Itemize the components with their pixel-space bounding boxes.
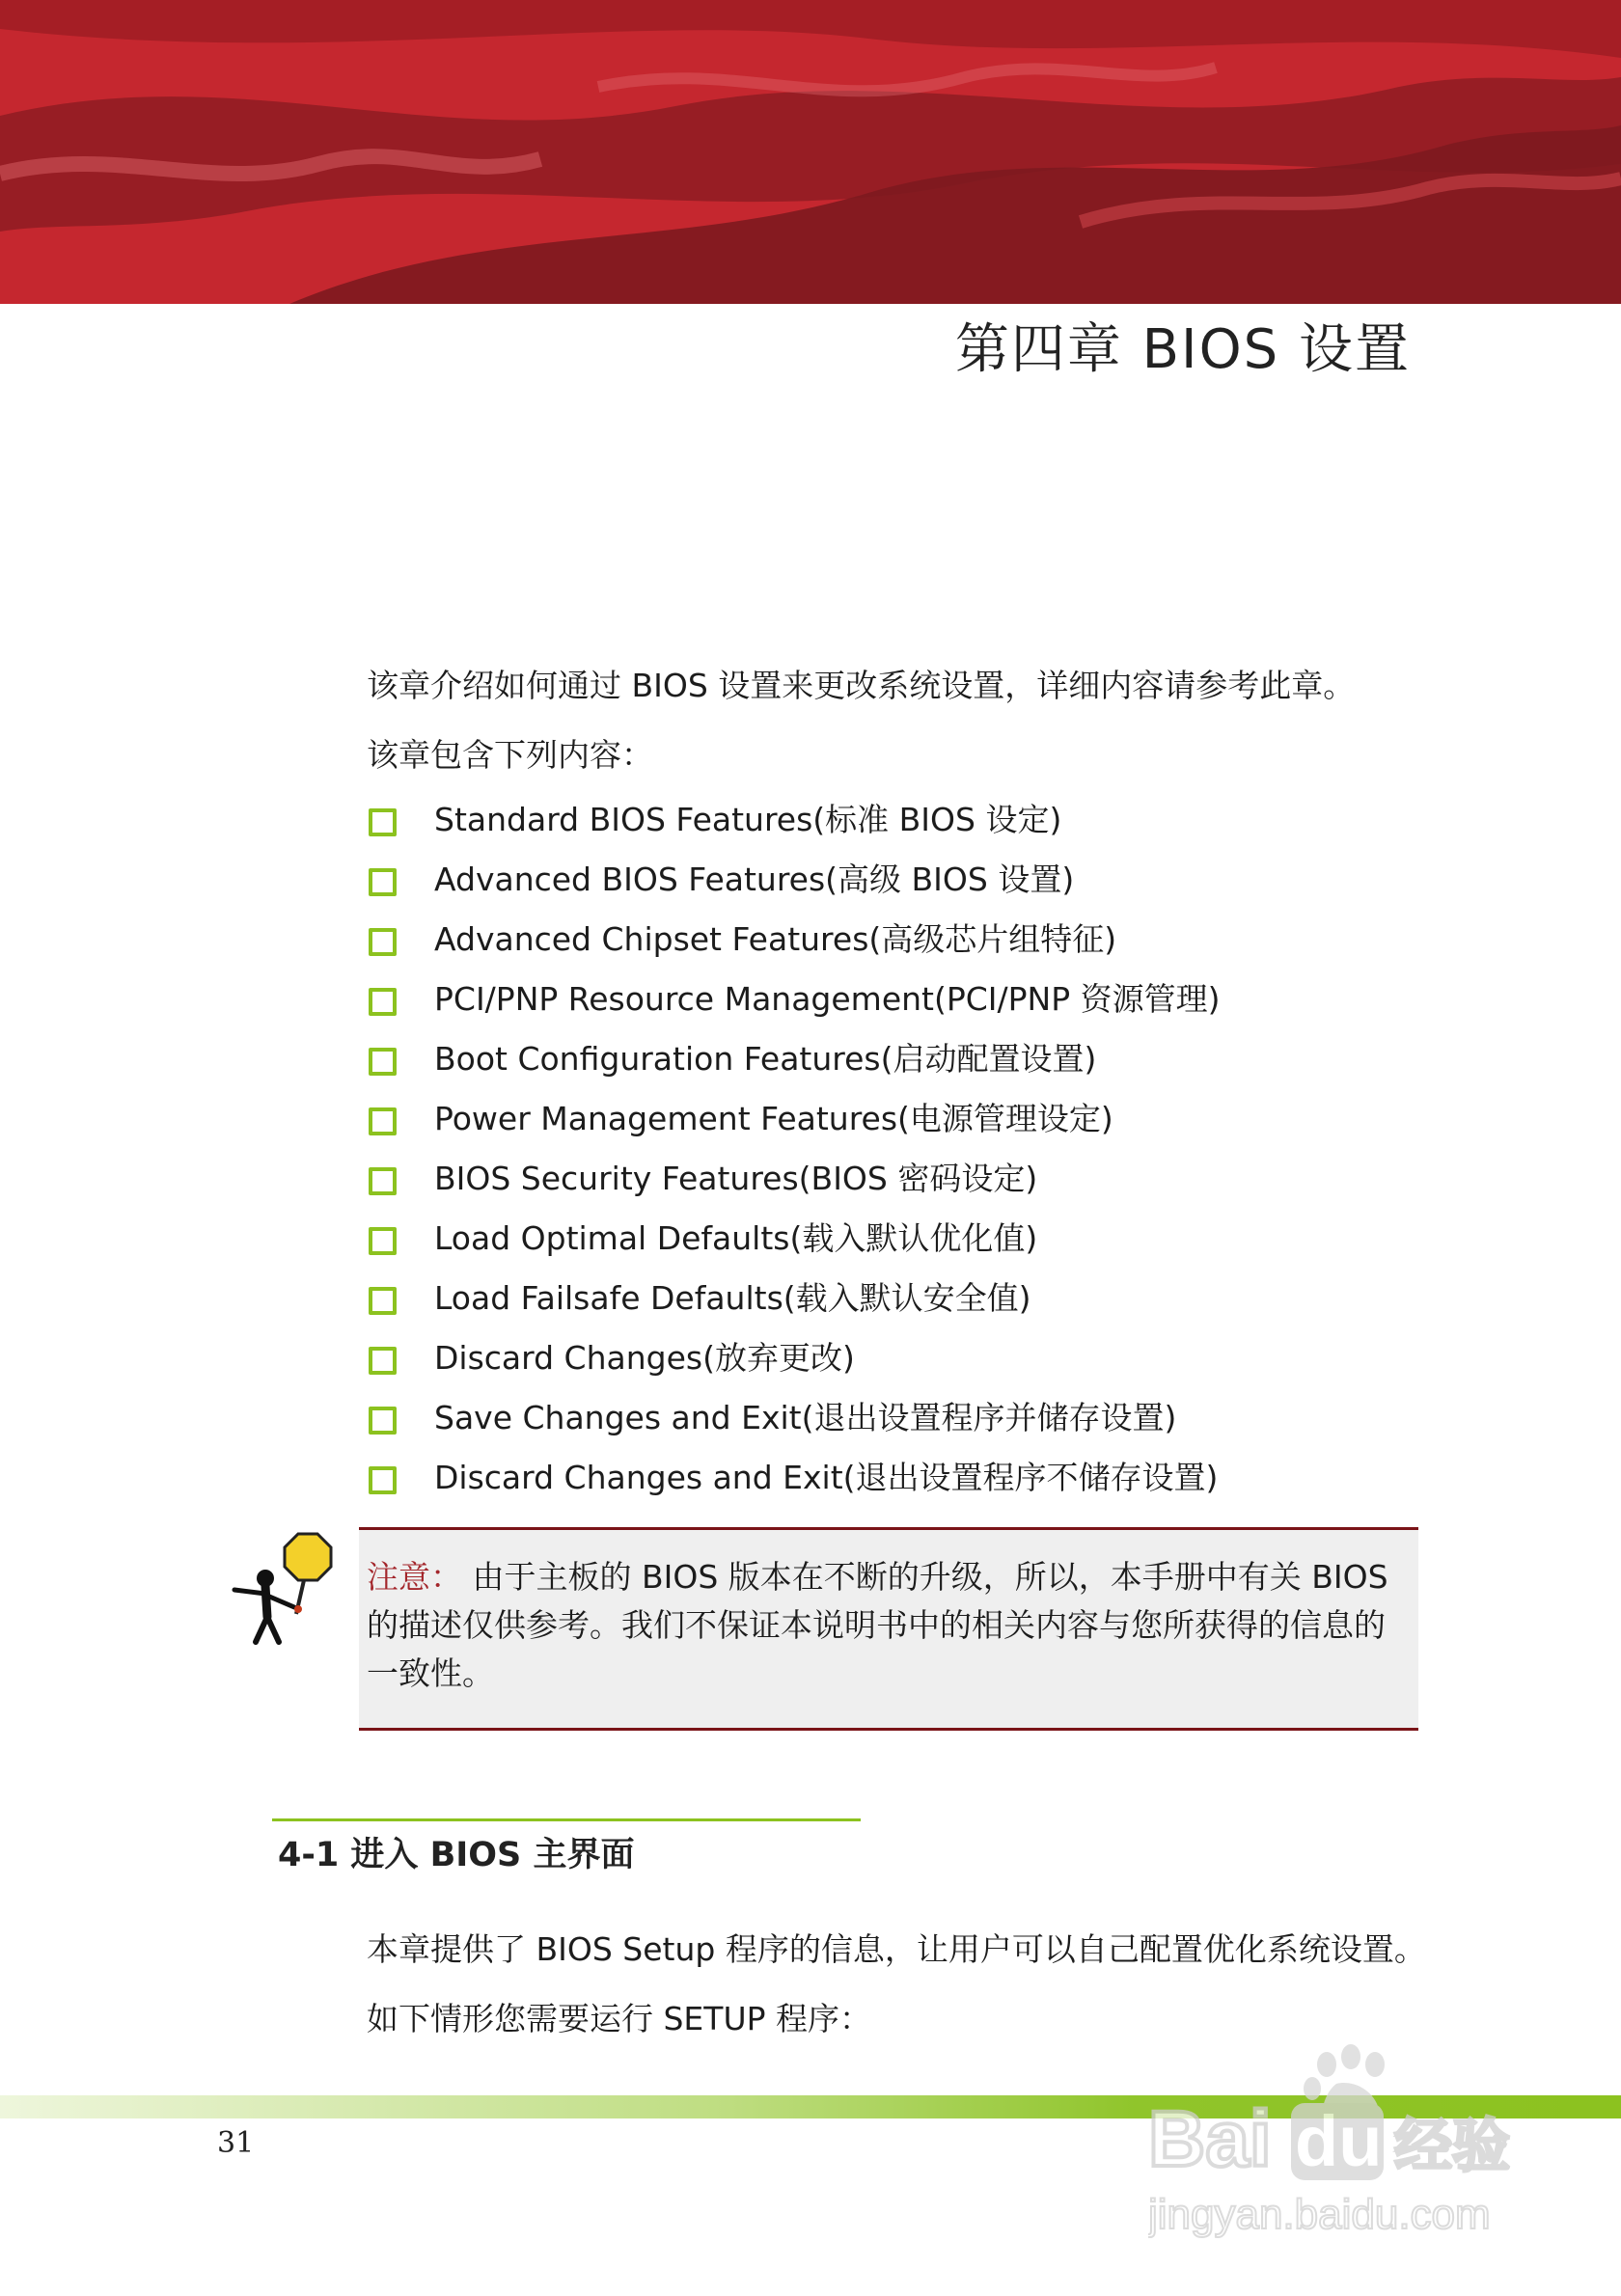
contents-intro: 该章包含下列内容：	[367, 736, 653, 774]
chapter-title: 第四章 BIOS 设置	[954, 318, 1411, 381]
intro-paragraph: 该章介绍如何通过 BIOS 设置来更改系统设置，详细内容请参考此章。	[367, 667, 1356, 704]
baidu-jingyan-watermark-icon	[1148, 2036, 1534, 2248]
list-item-text: Advanced Chipset Features(高级芯片组特征)	[434, 920, 1117, 958]
list-item	[367, 1096, 1221, 1156]
section-divider	[272, 1818, 861, 1821]
list-item	[367, 1216, 1221, 1275]
list-item	[367, 1395, 1221, 1455]
list-item	[367, 857, 1221, 916]
list-item-text: Load Failsafe Defaults(载入默认安全值)	[434, 1279, 1031, 1317]
list-item-text: Advanced BIOS Features(高级 BIOS 设置)	[434, 861, 1075, 898]
svg-text:经验: 经验	[1394, 2113, 1510, 2180]
header-banner	[0, 0, 1621, 304]
list-item-text: Power Management Features(电源管理设定)	[434, 1100, 1113, 1137]
checkbox-bullet-icon	[369, 928, 397, 956]
list-item	[367, 1455, 1221, 1515]
list-item-text: BIOS Security Features(BIOS 密码设定)	[434, 1160, 1038, 1197]
checkbox-bullet-icon	[369, 1466, 397, 1494]
list-item	[367, 1156, 1221, 1216]
page-number: 31	[217, 2126, 255, 2160]
svg-text:jingyan.baidu.com: jingyan.baidu.com	[1148, 2191, 1491, 2238]
list-item-text: Discard Changes and Exit(退出设置程序不储存设置)	[434, 1459, 1219, 1496]
note-text	[367, 1553, 1415, 1698]
list-item	[367, 1275, 1221, 1335]
checkbox-bullet-icon	[369, 1107, 397, 1135]
svg-text:du: du	[1295, 2101, 1383, 2181]
checkbox-bullet-icon	[369, 1227, 397, 1255]
checkbox-bullet-icon	[369, 1167, 397, 1195]
checkbox-bullet-icon	[369, 808, 397, 836]
checkbox-bullet-icon	[369, 1407, 397, 1435]
checkbox-bullet-icon	[369, 1048, 397, 1076]
checkbox-bullet-icon	[369, 1347, 397, 1375]
list-item-text: Save Changes and Exit(退出设置程序并储存设置)	[434, 1399, 1177, 1436]
list-item-text: Boot Configuration Features(启动配置设置)	[434, 1040, 1097, 1078]
checkbox-bullet-icon	[369, 988, 397, 1016]
checkbox-bullet-icon	[369, 868, 397, 896]
note-label: 注意：	[367, 1558, 462, 1596]
list-item	[367, 1335, 1221, 1395]
stop-sign-figure-icon	[227, 1522, 352, 1648]
list-item-text: Standard BIOS Features(标准 BIOS 设定)	[434, 801, 1062, 838]
list-item-text: PCI/PNP Resource Management(PCI/PNP 资源管理)	[434, 980, 1221, 1018]
list-item-text: Load Optimal Defaults(载入默认优化值)	[434, 1219, 1038, 1257]
svg-text:Bai: Bai	[1148, 2095, 1272, 2183]
section-paragraph: 本章提供了 BIOS Setup 程序的信息，让用户可以自己配置优化系统设置。	[367, 1930, 1426, 1968]
list-item	[367, 1036, 1221, 1096]
section-paragraph: 如下情形您需要运行 SETUP 程序：	[367, 2000, 871, 2037]
section-heading: 4-1 进入 BIOS 主界面	[278, 1836, 635, 1874]
list-item	[367, 976, 1221, 1036]
list-item-text: Discard Changes(放弃更改)	[434, 1339, 855, 1377]
note-body: 由于主板的 BIOS 版本在不断的升级，所以，本手册中有关 BIOS 的描述仅供参考。我们不保证本说明书中的相关内容与您所获得的信息的一致性。	[367, 1558, 1388, 1692]
contents-list	[367, 797, 1221, 1515]
list-item	[367, 797, 1221, 857]
list-item	[367, 916, 1221, 976]
checkbox-bullet-icon	[369, 1287, 397, 1315]
